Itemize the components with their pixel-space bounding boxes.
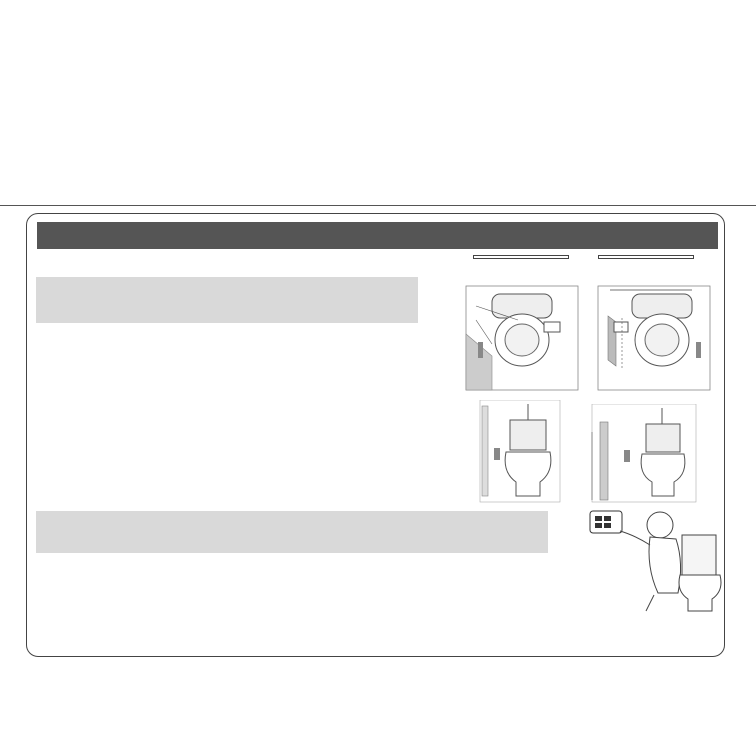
section1-highlight	[36, 277, 418, 323]
header-divider	[0, 205, 756, 206]
notice-banner	[37, 222, 718, 249]
left-side-view	[470, 400, 570, 504]
left-wall-diagram	[452, 256, 582, 396]
right-wall-caption	[598, 255, 694, 259]
left-wall-caption	[473, 255, 569, 259]
section2-highlight	[36, 511, 548, 553]
right-wall-diagram	[596, 256, 720, 396]
right-side-view	[590, 404, 700, 504]
seated-user-illustration	[584, 505, 724, 613]
